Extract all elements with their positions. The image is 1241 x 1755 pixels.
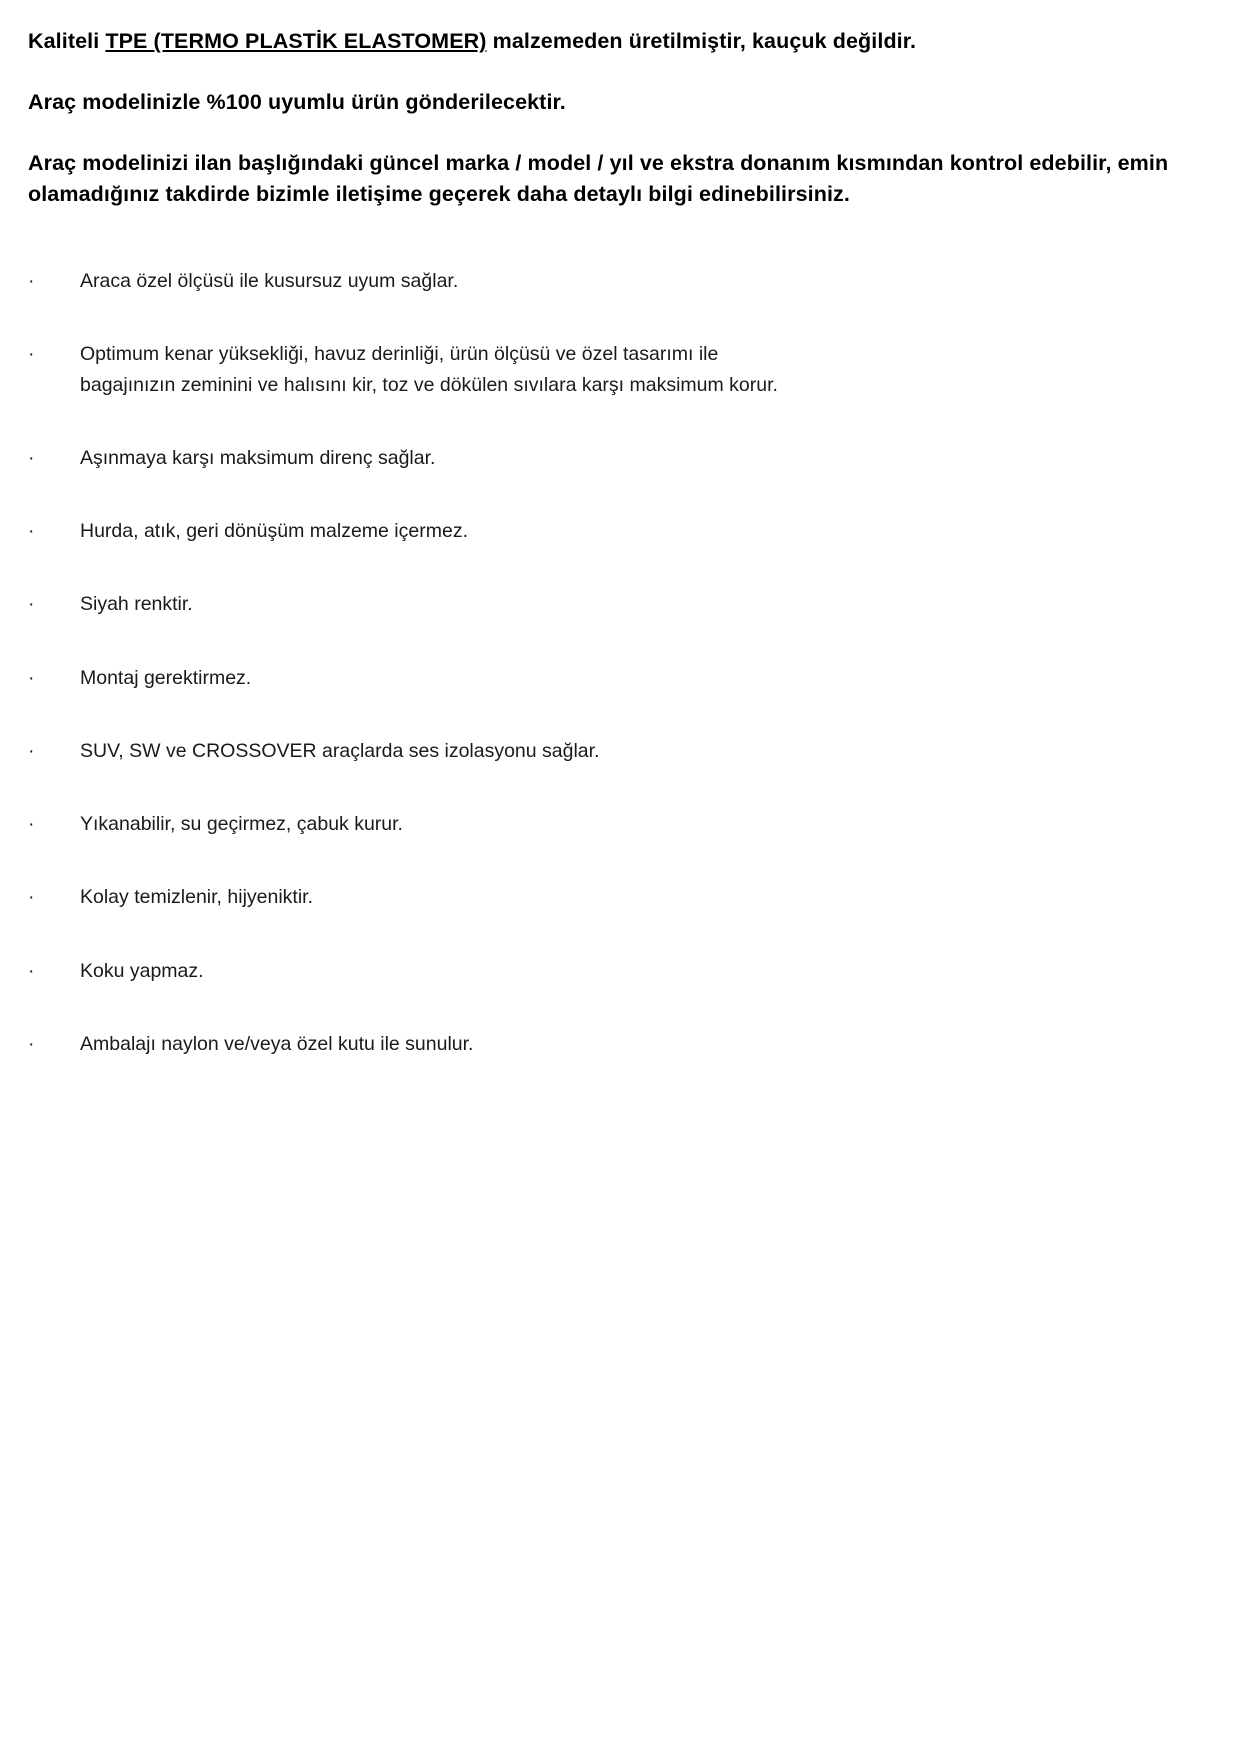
list-item-line: Siyah renktir. [80, 593, 193, 616]
bullet-dot-icon: · [28, 1032, 35, 1055]
list-item [28, 737, 1201, 765]
intro-paragraph-1 [28, 26, 1201, 57]
bullet-dot-icon: · [28, 813, 35, 836]
intro-paragraph-1-underlined-term: TPE (TERMO PLASTİK ELASTOMER) [105, 29, 487, 53]
bullet-dot-icon: · [28, 886, 35, 909]
list-item [28, 1030, 1201, 1058]
intro-paragraph-2: Araç modelinizle %100 uyumlu ürün gönderilecektir. [28, 89, 566, 114]
list-item [28, 444, 1201, 472]
list-item-line: Montaj gerektirmez. [80, 666, 252, 689]
bullet-dot-icon: · [28, 343, 35, 366]
bullet-dot-icon: · [28, 666, 35, 689]
list-item [28, 810, 1201, 838]
list-item [28, 267, 1201, 295]
list-item-line: SUV, SW ve CROSSOVER araçlarda ses izolasyonu sağlar. [80, 739, 600, 762]
list-item [28, 517, 1201, 545]
list-item-line: Kolay temizlenir, hijyeniktir. [80, 886, 314, 909]
list-item [28, 590, 1201, 618]
intro-paragraph-1-prefix: Kaliteli [28, 29, 106, 53]
list-item-line: Hurda, atık, geri dönüşüm malzeme içermez. [80, 520, 468, 543]
list-item-line: Optimum kenar yüksekliği, havuz derinliği, ürün ölçüsü ve özel tasarımı ile [80, 343, 719, 366]
bullet-dot-icon: · [28, 520, 35, 543]
bullet-dot-icon: · [28, 446, 35, 469]
list-item [28, 957, 1201, 985]
list-item-line: Araca özel ölçüsü ile kusursuz uyum sağlar. [80, 270, 459, 293]
list-item-line: Yıkanabilir, su geçirmez, çabuk kurur. [80, 813, 403, 836]
intro-paragraph-3: Araç modelinizi ilan başlığındaki güncel marka / model / yıl ve ekstra donanım kısmından kontrol edebilir, emin olamadığınız takdirde bizimle iletişime geçerek daha detaylı bilgi edinebilirsiniz. [28, 151, 1169, 206]
bullet-dot-icon: · [28, 959, 35, 982]
bullet-dot-icon: · [28, 270, 35, 293]
list-item-line: bagajınızın zeminini ve halısını kir, toz ve dökülen sıvılara karşı maksimum korur. [80, 373, 778, 396]
feature-list [28, 267, 1201, 1058]
list-item-line: Koku yapmaz. [80, 959, 204, 982]
intro-section [28, 26, 1201, 209]
list-item [28, 340, 1201, 399]
list-item-line: Aşınmaya karşı maksimum direnç sağlar. [80, 446, 436, 469]
list-item [28, 664, 1201, 692]
list-item-line: Ambalajı naylon ve/veya özel kutu ile sunulur. [80, 1032, 474, 1055]
intro-paragraph-1-suffix: malzemeden üretilmiştir, kauçuk değildir. [486, 29, 917, 53]
list-item [28, 883, 1201, 911]
bullet-dot-icon: · [28, 739, 35, 762]
bullet-dot-icon: · [28, 593, 35, 616]
